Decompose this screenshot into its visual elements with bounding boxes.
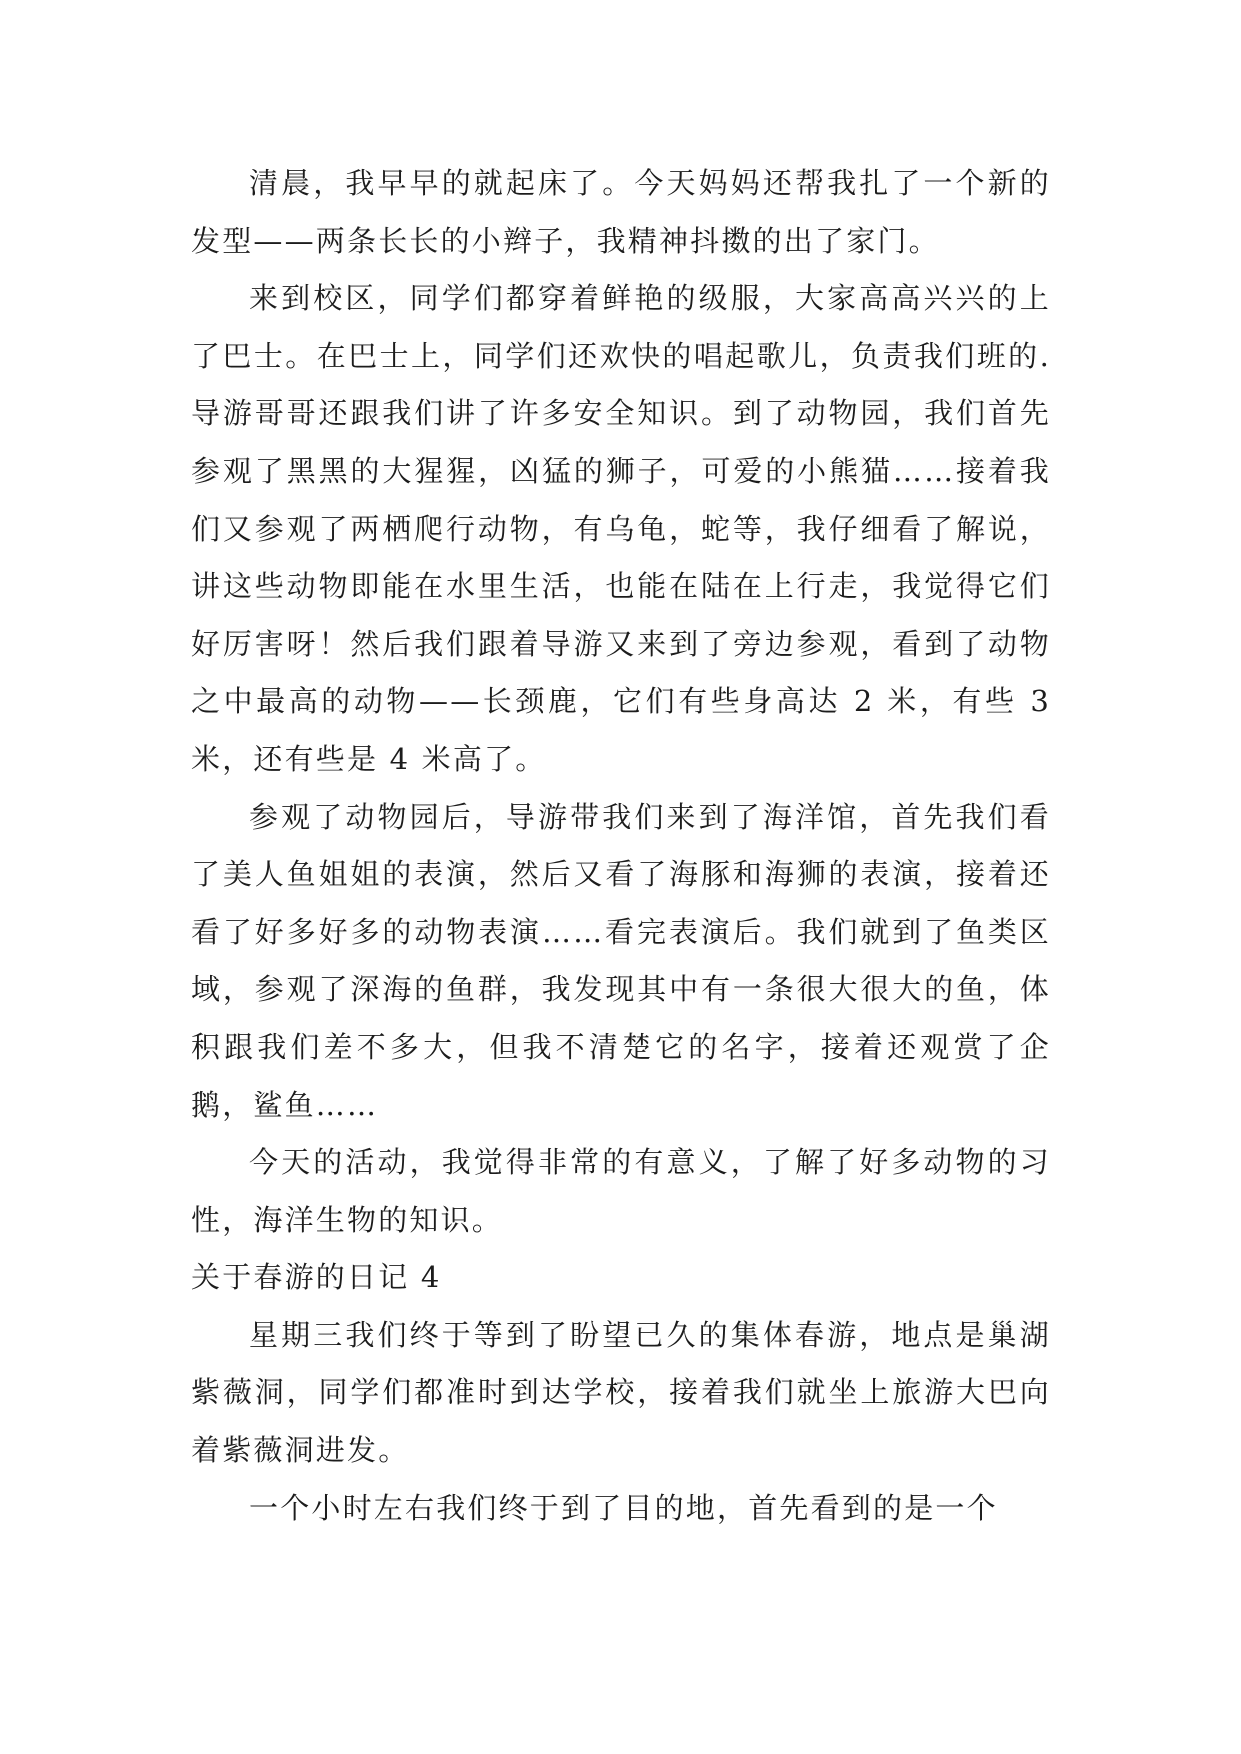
paragraph-morning: 清晨，我早早的就起床了。今天妈妈还帮我扎了一个新的发型——两条长长的小辫子，我精神抖擞的出了家门。 (191, 166, 1051, 258)
document-body (191, 155, 1051, 1537)
section-title: 关于春游的日记 4 (191, 1260, 442, 1295)
paragraph-aquarium: 参观了动物园后，导游带我们来到了海洋馆，首先我们看了美人鱼姐姐的表演，然后又看了海豚和海狮的表演，接着还看了好多好多的动物表演……看完表演后。我们就到了鱼类区域，参观了深海的鱼群，我发现其中有一条很大很大的鱼，体积跟我们差不多大，但我不清楚它的名字，接着还观赏了企鹅，鲨鱼…… (191, 799, 1051, 1122)
paragraph-zoo-visit: 来到校区，同学们都穿着鲜艳的级服，大家高高兴兴的上了巴士。在巴士上，同学们还欢快的唱起歌儿，负责我们班的.导游哥哥还跟我们讲了许多安全知识。到了动物园，我们首先参观了黑黑的大猩猩，凶猛的狮子，可爱的小熊猫……接着我们又参观了两栖爬行动物，有乌龟，蛇等，我仔细看了解说，讲这些动物即能在水里生活，也能在陆在上行走，我觉得它们好厉害呀！然后我们跟着导游又来到了旁边参观，看到了动物之中最高的动物——长颈鹿，它们有些身高达 2 米，有些 3 米，还有些是 4 米高了。 (191, 281, 1051, 776)
paragraph-arrival: 一个小时左右我们终于到了目的地，首先看到的是一个 (249, 1490, 998, 1525)
paragraph-conclusion: 今天的活动，我觉得非常的有意义，了解了好多动物的习性，海洋生物的知识。 (191, 1145, 1051, 1237)
paragraph-spring-trip: 星期三我们终于等到了盼望已久的集体春游，地点是巢湖紫薇洞，同学们都准时到达学校，接着我们就坐上旅游大巴向着紫薇洞进发。 (191, 1317, 1051, 1468)
